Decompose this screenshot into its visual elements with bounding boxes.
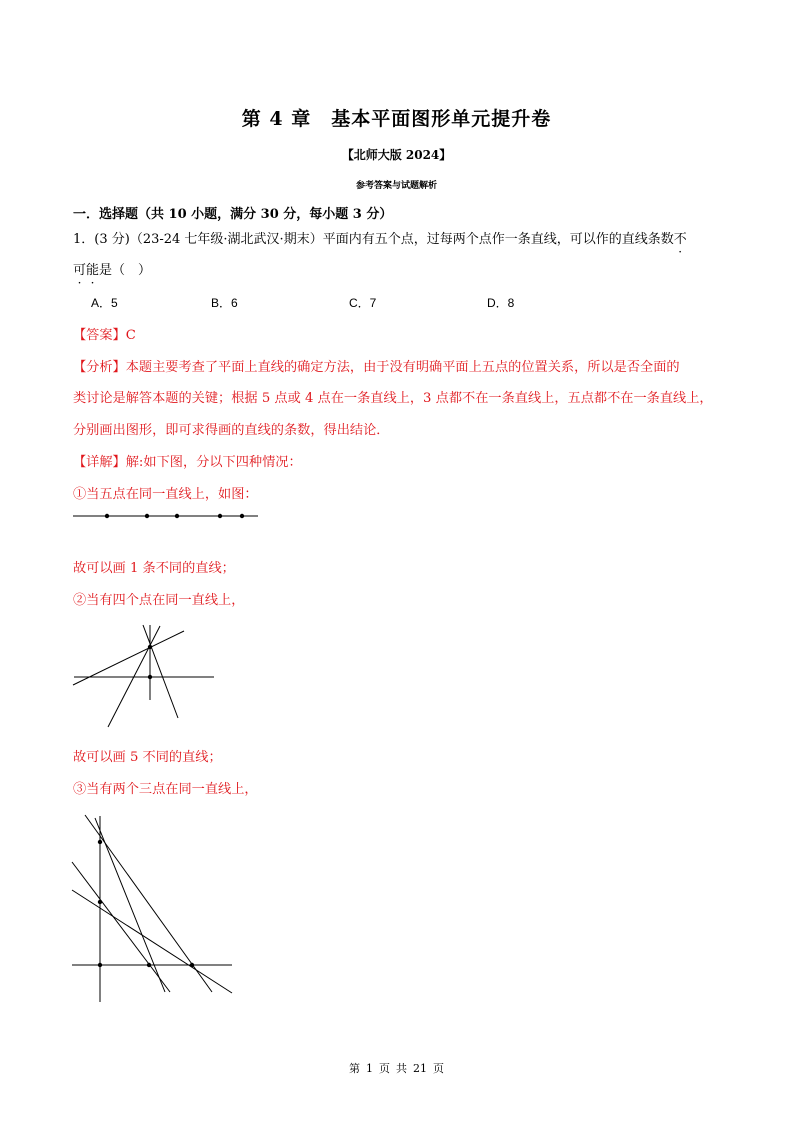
subtitle: 参考答案与试题解析 <box>355 181 437 191</box>
option-c: C．7 <box>349 296 377 310</box>
analysis-line-2: 类讨论是解答本题的关键；根据 5 点或 4 点在一条直线上，3 点都不在一条直线上，五点都不在一条直线上， <box>73 391 713 406</box>
emphasis-char: 能 <box>86 263 100 278</box>
option-b: B．6 <box>211 296 238 310</box>
section-heading: 一．选择题（共 10 小题，满分 30 分，每小题 3 分） <box>73 207 393 222</box>
case-1-result: 故可以画 1 条不同的直线； <box>73 561 235 576</box>
option-d: D．8 <box>487 296 515 310</box>
option-a: A．5 <box>91 296 118 310</box>
detail-label: 【详解】 <box>73 455 126 470</box>
question-text: 1．(3 分)（23-24 七年级·湖北武汉·期末）平面内有五个点，过每两个点作一条直线，可以作的直线条数 <box>73 232 674 247</box>
case-2-result: 故可以画 5 不同的直线； <box>73 750 222 765</box>
page-total: 21 <box>413 1062 427 1075</box>
page-title: 第 4 章 基本平面图形单元提升卷 <box>241 108 552 130</box>
case-1-text: ①当五点在同一直线上，如图： <box>73 487 258 502</box>
page-number: 1 <box>366 1062 373 1075</box>
detail-text: 解:如下图，分以下四种情况： <box>125 455 302 470</box>
question-text: 是（ ） <box>99 263 152 278</box>
analysis-text: 本题主要考查了平面上直线的确定方法，由于没有明确平面上五点的位置关系，所以是否全面的 <box>125 360 680 375</box>
answer-value: C <box>125 328 136 343</box>
page-footer: 第 1 页 共 21 页 <box>349 1062 444 1075</box>
emphasis-char: 可 <box>73 263 87 278</box>
analysis-label: 【分析】 <box>73 360 126 375</box>
analysis-line-3: 分别画出图形，即可求得画的直线的条数，得出结论． <box>73 423 390 438</box>
answer-label: 【答案】 <box>73 328 126 343</box>
emphasis-char: 不 <box>673 232 687 247</box>
case-2-text: ②当有四个点在同一直线上， <box>73 593 245 608</box>
case-3-text: ③当有两个三点在同一直线上， <box>73 782 258 797</box>
edition-label: 【北师大版 2024】 <box>341 148 452 162</box>
